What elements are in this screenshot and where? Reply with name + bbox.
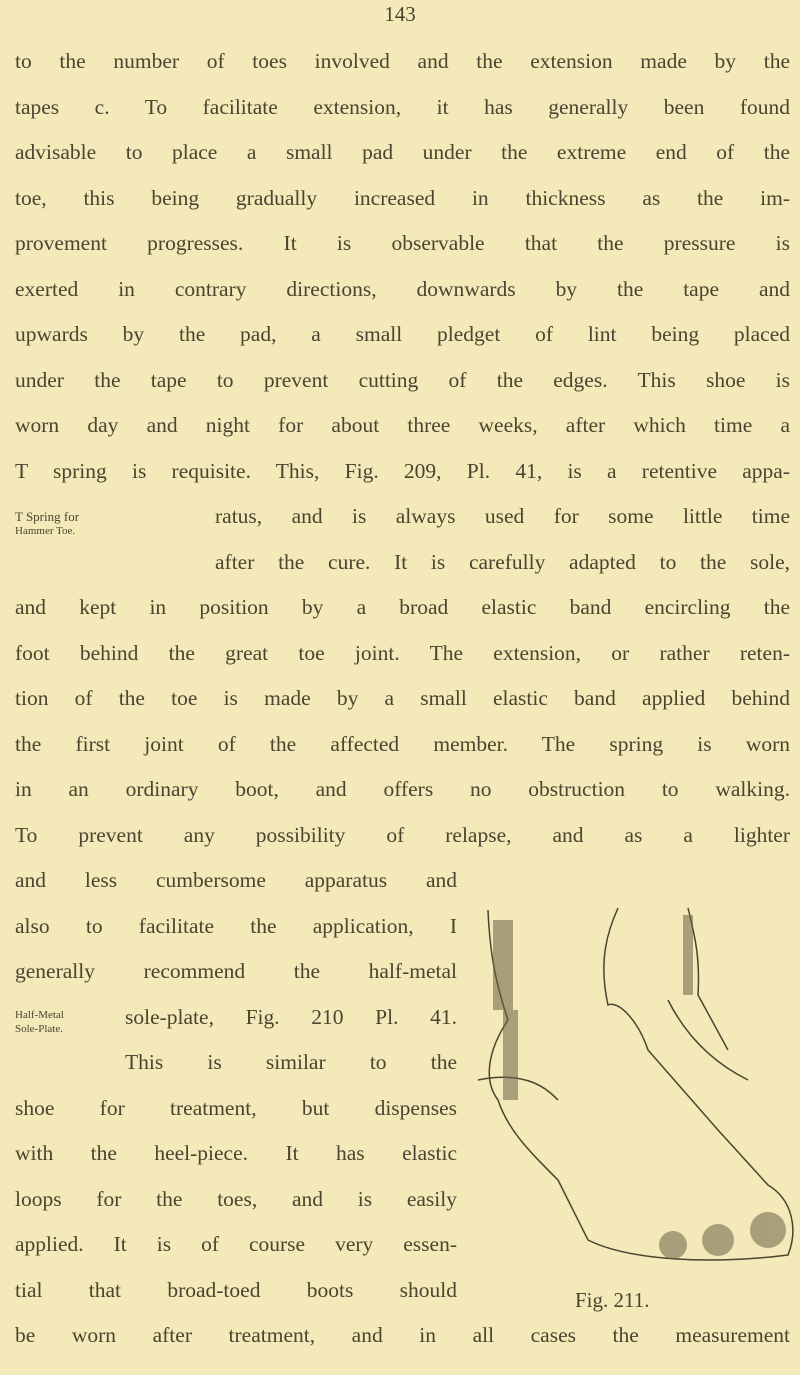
text-line: loops for the toes, and is easily <box>15 1186 457 1211</box>
side-note-half-metal <box>15 1008 64 1036</box>
text-line: toe, this being gradually increased in thickness as the im- <box>15 185 790 210</box>
text-line: with the heel-piece. It has elastic <box>15 1141 457 1165</box>
figure-caption: Fig. 211. <box>575 1288 650 1312</box>
text-line: after the cure. It is carefully adapted to the sole, <box>215 549 790 574</box>
text-line: upwards by the pad, a small pledget of lint being placed <box>15 322 790 346</box>
page-number: 143 <box>384 2 416 26</box>
side-note-t-spring <box>15 510 79 538</box>
text-line: foot behind the great toe joint. The extension, or rather reten- <box>15 640 790 665</box>
text-line: shoe for treatment, but dispenses <box>15 1095 457 1120</box>
text-line: also to facilitate the application, I <box>15 913 457 938</box>
side-note-line: Half-Metal <box>15 1009 64 1021</box>
text-line: advisable to place a small pad under the extreme end of the <box>15 140 790 164</box>
text-line: the first joint of the affected member. The spring is worn <box>15 731 790 756</box>
text-line: T spring is requisite. This, Fig. 209, Pl. 41, is a retentive appa- <box>15 458 790 483</box>
text-line: and less cumbersome apparatus and <box>15 868 457 892</box>
text-line: This is similar to the <box>125 1050 457 1074</box>
side-note-line: Sole-Plate. <box>15 1023 63 1035</box>
text-line: be worn after treatment, and in all cases the measurement <box>15 1323 790 1347</box>
text-line: and kept in position by a broad elastic band encircling the <box>15 595 790 619</box>
sole-plate-illustration <box>468 900 798 1285</box>
text-line: generally recommend the half-metal <box>15 959 457 983</box>
text-line: provement progresses. It is observable that the pressure is <box>15 231 790 255</box>
text-line: To prevent any possibility of relapse, and as a lighter <box>15 822 790 847</box>
text-line: worn day and night for about three weeks, after which time a <box>15 413 790 437</box>
side-note-line: T Spring for <box>15 509 80 524</box>
text-line: tial that broad-toed boots should <box>15 1277 457 1302</box>
side-note-line: Hammer Toe. <box>15 525 76 537</box>
text-line: under the tape to prevent cutting of the edges. This shoe is <box>15 367 790 392</box>
text-line: applied. It is of course very essen- <box>15 1232 457 1256</box>
text-line: ratus, and is always used for some little time <box>215 504 790 528</box>
text-line: exerted in contrary directions, downwards by the tape and <box>15 276 790 301</box>
text-line: in an ordinary boot, and offers no obstruction to walking. <box>15 777 790 801</box>
text-line: sole-plate, Fig. 210 Pl. 41. <box>125 1004 457 1029</box>
text-line: to the number of toes involved and the extension made by the <box>15 49 790 73</box>
text-line: tion of the toe is made by a small elastic band applied behind <box>15 686 790 710</box>
text-line: tapes c. To facilitate extension, it has generally been found <box>15 94 790 119</box>
